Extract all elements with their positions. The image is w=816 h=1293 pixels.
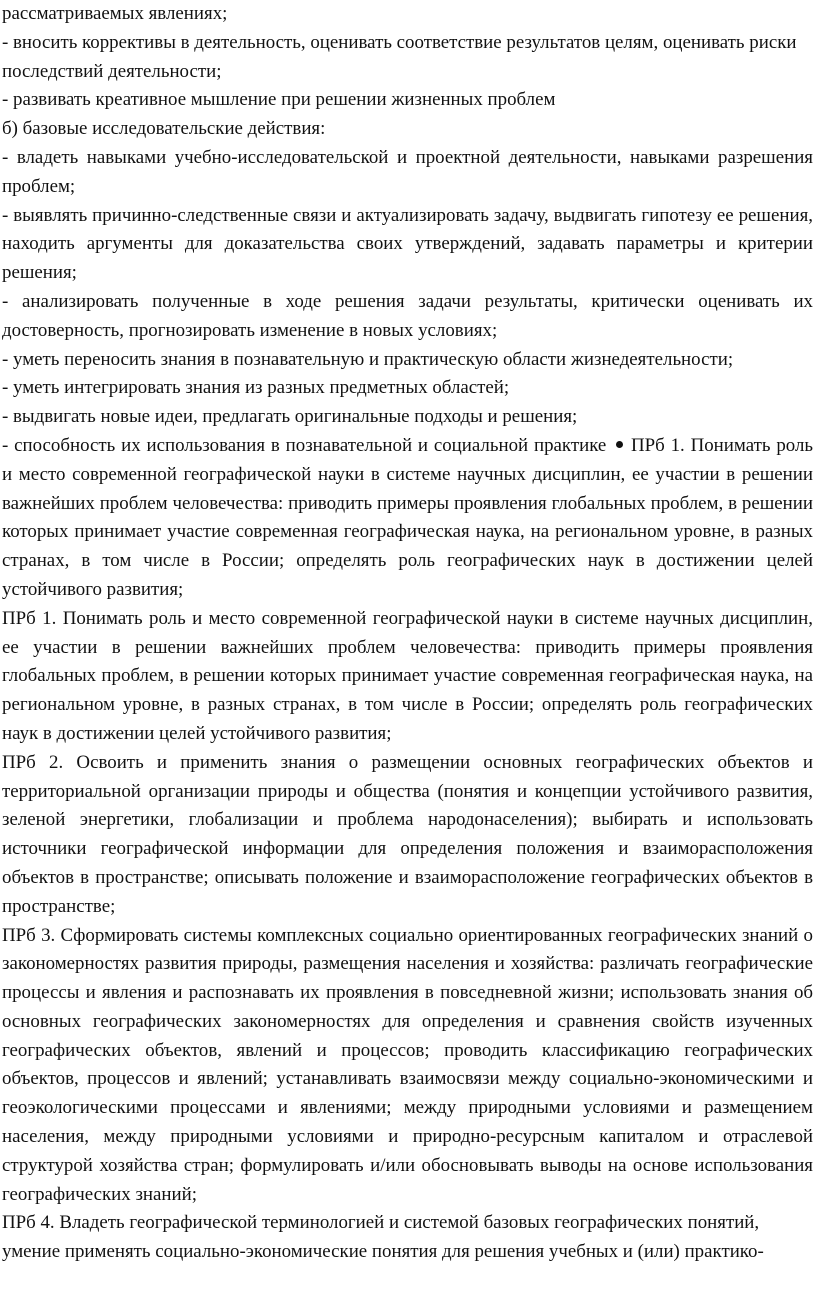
bullet-icon <box>616 441 623 448</box>
paragraph-creative-thinking: - развивать креативное мышление при решении жизненных проблем <box>2 89 556 111</box>
result-prb4: ПРб 4. Владеть географической терминологией и системой базовых географических понятий, умение применять социально-экономические понятия для решения учебных и (или) практико- <box>2 1212 764 1263</box>
paragraph-integrate-knowledge: - уметь интегрировать знания из разных предметных областей; <box>2 377 510 399</box>
paragraph-analyze-results: - анализировать полученные в ходе решения задачи результаты, критически оценивать их достоверность, прогнозировать изменение в новых условиях; <box>2 290 813 341</box>
result-prb1-inline: ПРб 1. Понимать роль и место современной географической науки в системе научных дисциплин, ее участии в решении важнейших проблем человечества: приводить примеры проявления глобальных проблем, в решении которых принимает участие современная географическая наука, на региональном уровне, в разных странах, в том числе в России; определять роль географических наук в достижении целей устойчивого развития; <box>2 434 813 600</box>
paragraph-new-ideas: - выдвигать новые идеи, предлагать оригинальные подходы и решения; <box>2 406 578 428</box>
result-prb2: ПРб 2. Освоить и применить знания о размещении основных географических объектов и территориальной организации природы и общества (понятия и концепции устойчивого развития, зеленой энергетики, глобализации и проблема народонаселения); выбирать и использовать источники географической информации для определения положения и взаиморасположения объектов в пространстве; описывать положение и взаиморасположение географических объектов в пространстве; <box>2 751 813 917</box>
section-heading-research-actions: б) базовые исследовательские действия: <box>2 118 326 140</box>
paragraph-corrections: - вносить коррективы в деятельность, оценивать соответствие результатов целям, оценивать риски последствий деятельности; <box>2 31 797 82</box>
paragraph-research-skills: - владеть навыками учебно-исследовательской и проектной деятельности, навыками разрешения проблем; <box>2 146 813 197</box>
result-prb3: ПРб 3. Сформировать системы комплексных социально ориентированных географических знаний о закономерностях развития природы, размещения населения и хозяйства: различать географические процессы и явления и распознавать их проявления в повседневной жизни; использовать знания об основных географических закономерностях для определения и сравнения свойств изученных географических объектов, явлений и процессов; проводить классификацию географических объектов, процессов и явлений; устанавливать взаимосвязи между социально-экономическими и геоэкологическими процессами и явлениями; между природными условиями и размещением населения, между природными условиями и природно-ресурсным капиталом и отраслевой структурой хозяйства стран; формулировать и/или обосновывать выводы на основе использования географических знаний; <box>2 924 813 1205</box>
paragraph-practice-usage <box>2 432 813 605</box>
result-prb1: ПРб 1. Понимать роль и место современной географической науки в системе научных дисциплин, ее участии в решении важнейших проблем человечества: приводить примеры проявления глобальных проблем, в решении которых принимает участие современная географическая наука, на региональном уровне, в разных странах, в том числе в России; определять роль географических наук в достижении целей устойчивого развития; <box>2 607 813 744</box>
paragraph-cause-effect: - выявлять причинно-следственные связи и актуализировать задачу, выдвигать гипотезу ее решения, находить аргументы для доказательства своих утверждений, задавать параметры и критерии решения; <box>2 204 813 284</box>
practice-usage-text: - способность их использования в познавательной и социальной практике <box>2 434 607 456</box>
paragraph-phenomena: рассматриваемых явлениях; <box>2 3 228 24</box>
paragraph-transfer-knowledge: - уметь переносить знания в познавательную и практическую области жизнедеятельности; <box>2 348 734 370</box>
